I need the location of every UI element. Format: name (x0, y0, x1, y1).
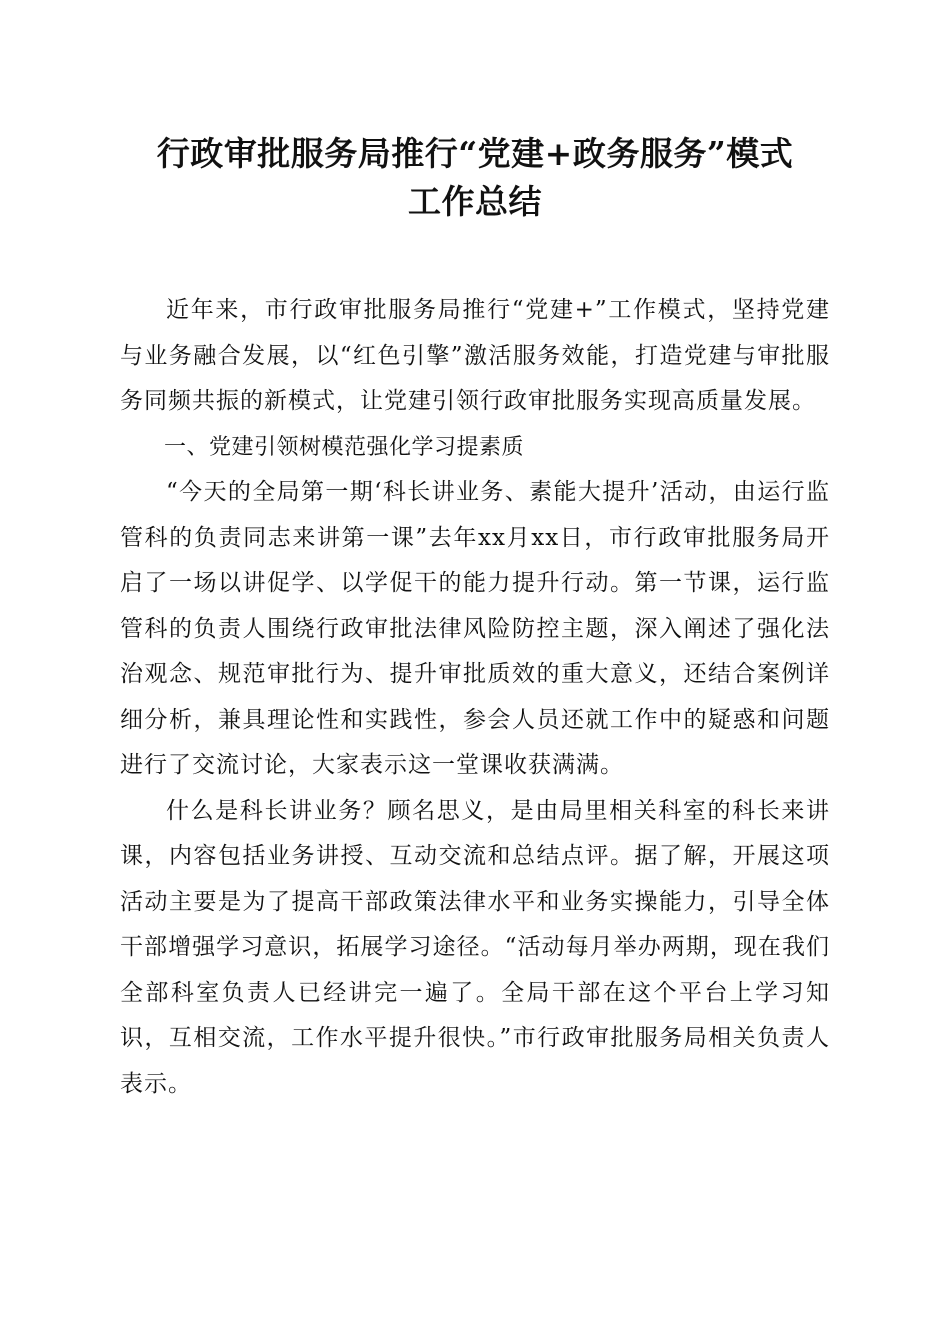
title-line-2: 工作总结 (408, 182, 542, 221)
intro-paragraph: 近年来，市行政审批服务局推行“党建+”工作模式，坚持党建与业务融合发展，以“红色引擎”激活服务效能，打造党建与审批服务同频共振的新模式，让党建引领行政审批服务实现高质量发展。 (120, 297, 830, 414)
document-page (120, 130, 830, 1107)
body-paragraph-1: “今天的全局第一期‘科长讲业务、素能大提升’活动，由运行监管科的负责同志来讲第一课”去年xx月xx日，市行政审批服务局开启了一场以讲促学、以学促干的能力提升行动。第一节课，运行监管科的负责人围绕行政审批法律风险防控主题，深入阐述了强化法治观念、规范审批行为、提升审批质效的重大意义，还结合案例详细分析，兼具理论性和实践性，参会人员还就工作中的疑惑和问题进行了交流讨论，大家表示这一堂课收获满满。 (120, 479, 830, 778)
document-title (120, 130, 830, 226)
title-line-1: 行政审批服务局推行“党建+政务服务”模式 (156, 134, 794, 173)
section-heading-1: 一、党建引领树模范强化学习提素质 (164, 434, 525, 460)
body-paragraph-2: 什么是科长讲业务？顾名思义，是由局里相关科室的科长来讲课，内容包括业务讲授、互动交流和总结点评。据了解，开展这项活动主要是为了提高干部政策法律水平和业务实操能力，引导全体干部增强学习意识，拓展学习途径。“活动每月举办两期，现在我们全部科室负责人已经讲完一遍了。全局干部在这个平台上学习知识，互相交流，工作水平提升很快。”市行政审批服务局相关负责人表示。 (120, 797, 830, 1097)
